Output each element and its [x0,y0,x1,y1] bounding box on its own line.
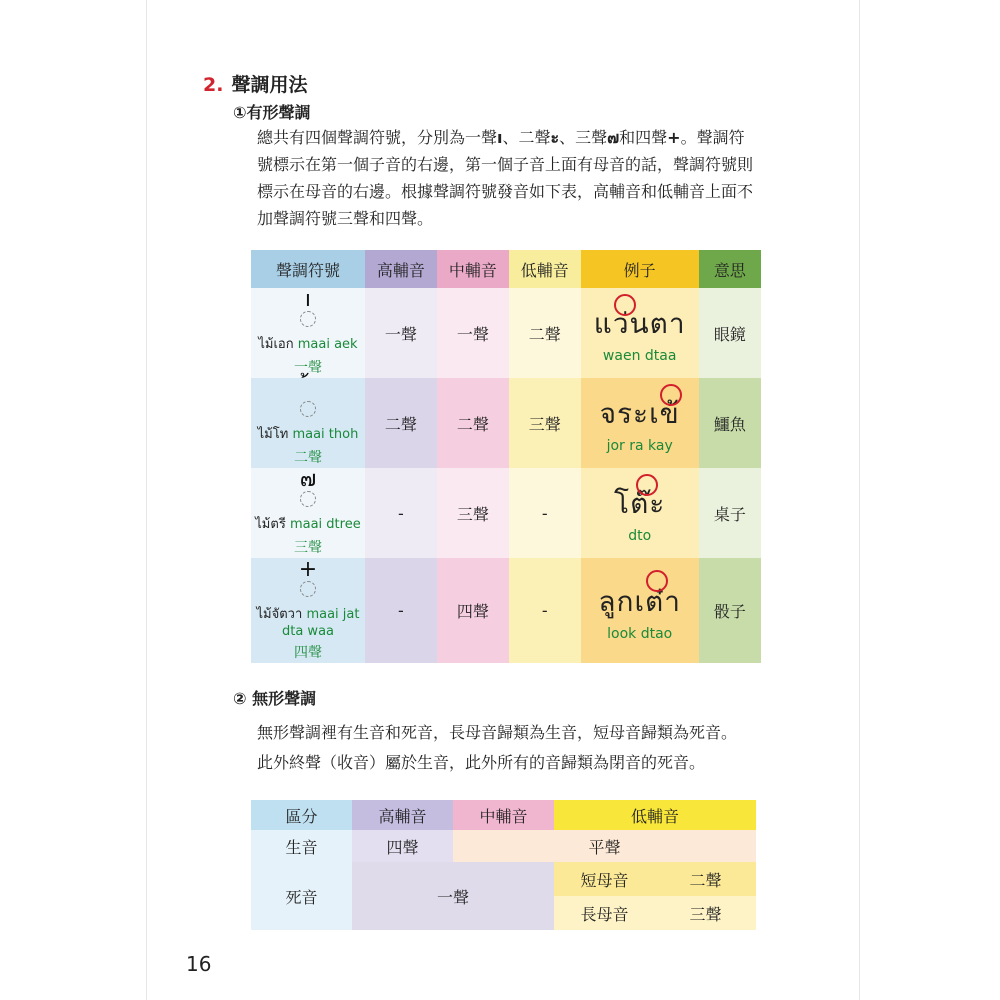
tone-name-chinese: 二聲 [293,450,322,466]
tone-name-romanized: maai aek [297,337,358,352]
subsection-title-visible-tones: ①有形聲調 [233,103,311,122]
table-row [251,558,761,663]
highlight-circle-icon [646,570,668,592]
example-thai-text: ลูกเต๋า [598,584,681,618]
page-number: 16 [186,952,212,976]
example-romanized: waen dtaa [602,348,677,364]
dotted-circle-icon [300,581,316,597]
tone-mark-cell [251,468,365,558]
mid-tone: 四聲 [437,558,509,663]
live-dead-syllable-table [251,800,756,930]
short-vowel-label: 短母音 [554,862,655,896]
dotted-circle-icon [300,311,316,327]
tone-mark-glyph: ะ [550,128,560,147]
header-high: 高輔音 [352,800,453,830]
live-rest-tone: 平聲 [453,830,756,862]
paragraph-text: 。聲調符號標示在第一個子音的右邊，第一個子音上面有母音的話，聲調符號則標示在母音的右邊。根據聲調符號發音如下表，高輔音和低輔音上面不加聲調符號三聲和四聲。 [257,128,754,228]
paragraph-text: 、二聲 [502,128,551,147]
example-thai [614,482,665,526]
paragraph-line: 無形聲調裡有生音和死音，長母音歸類為生音，短母音歸類為死音。 [257,723,738,742]
example-cell [581,468,699,558]
tone-name-line [258,333,357,354]
subsection-title-invisible-tones: ② 無形聲調 [233,689,317,708]
example-thai-text: โต๊ะ [614,487,666,520]
paragraph-line: 此外終聲（收音）屬於生音，此外所有的音歸類為閉音的死音。 [257,753,706,772]
low-tone: - [509,558,581,663]
header-mid: 中輔音 [437,250,509,288]
header-mid: 中輔音 [453,800,554,830]
tone-name-chinese: 四聲 [293,645,322,661]
header-low: 低輔音 [509,250,581,288]
tone-name-chinese: 一聲 [293,360,322,376]
paragraph-text: 和四聲 [619,128,668,147]
highlight-circle-icon [614,294,636,316]
paragraph-text: 、三聲 [559,128,608,147]
tone-mark-cell [251,378,365,468]
low-tone: 三聲 [509,378,581,468]
tone-name-line [255,513,360,534]
tone-mark-glyph: ๗ [607,128,620,147]
example-cell [581,558,699,663]
tone-name-thai: ไม้ตรี [255,517,286,532]
low-tone: - [509,468,581,558]
tone-mark-glyph: ı [497,128,503,147]
example-thai [600,392,680,436]
tone-name-chinese: 三聲 [293,540,322,556]
tone-name-thai: ไม้โท [257,427,289,442]
tone-glyph: + [298,557,318,582]
tone-glyph: ı [304,287,312,312]
mid-tone: 三聲 [437,468,509,558]
short-vowel-tone: 二聲 [655,862,756,896]
mid-tone: 一聲 [437,288,509,378]
table-row [251,288,761,378]
example-romanized: dto [628,528,652,544]
header-tone-mark: 聲調符號 [251,250,365,288]
long-vowel-tone: 三聲 [655,896,756,930]
tone-name-line [258,423,359,444]
example-romanized: look dtao [607,625,673,642]
tone-name-romanized: maai jat dta waa [281,607,360,639]
high-tone: 一聲 [365,288,437,378]
table-row [251,378,761,468]
meaning: 鱷魚 [699,378,761,468]
tone-mark-glyph: + [667,128,681,147]
dotted-circle-icon [300,491,316,507]
low-tone: 二聲 [509,288,581,378]
example-cell [581,288,699,378]
example-thai-text: จระเข้ [599,397,680,430]
meaning: 眼鏡 [699,288,761,378]
table-row [251,468,761,558]
heading-title: 聲調用法 [231,74,308,96]
meaning: 桌子 [699,468,761,558]
header-category: 區分 [251,800,352,830]
highlight-circle-icon [660,384,682,406]
heading-number: 2. [203,74,224,96]
dotted-circle-icon [300,401,316,417]
example-cell [581,378,699,468]
high-tone: - [365,468,437,558]
mid-tone: 二聲 [437,378,509,468]
tone-glyph: ๗ [299,467,317,492]
high-tone: - [365,558,437,663]
dead-label: 死音 [251,862,352,930]
tone-name-romanized: maai dtree [289,517,361,532]
header-high: 高輔音 [365,250,437,288]
tone-mark-table [251,250,761,663]
high-tone: 二聲 [365,378,437,468]
meaning: 骰子 [699,558,761,663]
tone-mark-cell [251,558,365,663]
long-vowel-label: 長母音 [554,896,655,930]
live-label: 生音 [251,830,352,862]
example-thai [594,302,686,346]
header-meaning: 意思 [699,250,761,288]
tone-name-romanized: maai thoh [292,427,359,442]
invisible-tone-paragraph [257,718,767,778]
dead-high-mid-tone: 一聲 [352,862,554,930]
tone-name-line [252,603,364,639]
example-thai [598,580,681,624]
header-example: 例子 [581,250,699,288]
tone-mark-paragraph [257,124,757,232]
highlight-circle-icon [636,474,658,496]
example-romanized: jor ra kay [606,438,673,454]
section-heading [203,70,307,97]
tone-name-thai: ไม้จัตวา [256,607,303,622]
tone-name-thai: ไม้เอก [258,337,294,352]
header-low: 低輔音 [554,800,756,830]
live-high-tone: 四聲 [352,830,453,862]
paragraph-text: 總共有四個聲調符號，分別為一聲 [257,128,498,147]
tone-mark-cell [251,288,365,378]
example-thai-text: แว่นตา [593,307,686,340]
